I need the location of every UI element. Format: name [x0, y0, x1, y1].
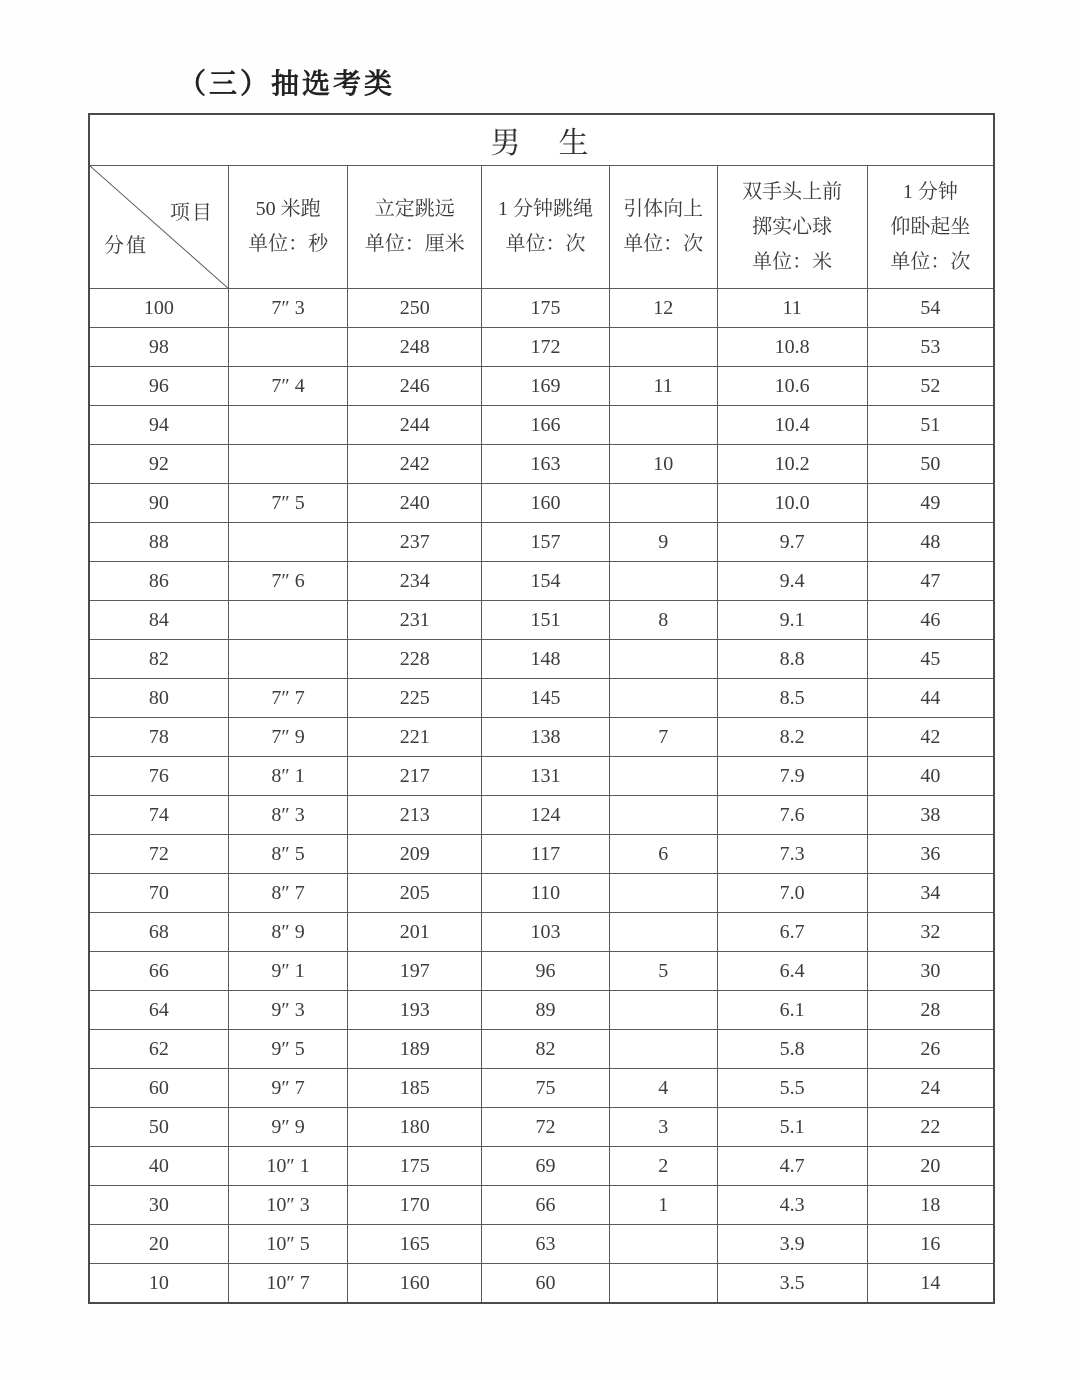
value-cell: 8 [609, 601, 717, 640]
value-cell: 124 [482, 796, 610, 835]
score-cell: 78 [89, 718, 228, 757]
value-cell: 10.4 [717, 406, 867, 445]
value-cell: 63 [482, 1225, 610, 1264]
table-row [89, 484, 994, 523]
value-cell: 169 [482, 367, 610, 406]
value-cell: 170 [348, 1186, 482, 1225]
value-cell: 189 [348, 1030, 482, 1069]
value-cell: 10 [609, 445, 717, 484]
table-row [89, 952, 994, 991]
value-cell: 201 [348, 913, 482, 952]
value-cell: 185 [348, 1069, 482, 1108]
value-cell [228, 523, 347, 562]
value-cell: 225 [348, 679, 482, 718]
value-cell: 193 [348, 991, 482, 1030]
value-cell: 8.8 [717, 640, 867, 679]
value-cell: 7.0 [717, 874, 867, 913]
value-cell: 8.5 [717, 679, 867, 718]
value-cell: 42 [867, 718, 994, 757]
table-row [89, 1147, 994, 1186]
value-cell: 8″ 3 [228, 796, 347, 835]
score-cell: 82 [89, 640, 228, 679]
table-row [89, 835, 994, 874]
score-cell: 50 [89, 1108, 228, 1147]
score-cell: 40 [89, 1147, 228, 1186]
table-row [89, 640, 994, 679]
value-cell [228, 640, 347, 679]
score-cell: 74 [89, 796, 228, 835]
table-row [89, 874, 994, 913]
value-cell: 8″ 5 [228, 835, 347, 874]
value-cell [609, 757, 717, 796]
value-cell: 52 [867, 367, 994, 406]
column-header-1min-sit-ups [867, 166, 994, 289]
table-row [89, 796, 994, 835]
value-cell: 9″ 9 [228, 1108, 347, 1147]
value-cell [609, 1264, 717, 1304]
value-cell: 7″ 6 [228, 562, 347, 601]
table-row [89, 757, 994, 796]
score-cell: 86 [89, 562, 228, 601]
value-cell: 10″ 5 [228, 1225, 347, 1264]
table-body [89, 289, 994, 1304]
value-cell: 36 [867, 835, 994, 874]
column-header-line: 立定跳远 [374, 198, 455, 220]
value-cell: 11 [717, 289, 867, 328]
value-cell: 89 [482, 991, 610, 1030]
score-cell: 84 [89, 601, 228, 640]
column-header-line: 双手头上前 [742, 180, 843, 203]
value-cell: 7.6 [717, 796, 867, 835]
value-cell: 180 [348, 1108, 482, 1147]
value-cell: 175 [482, 289, 610, 328]
table-title: 男 生 [89, 114, 994, 166]
value-cell [609, 1225, 717, 1264]
value-cell: 5 [609, 952, 717, 991]
value-cell: 9″ 5 [228, 1030, 347, 1069]
table-row [89, 679, 994, 718]
value-cell [609, 406, 717, 445]
table-row [89, 601, 994, 640]
value-cell: 7″ 4 [228, 367, 347, 406]
value-cell: 1 [609, 1186, 717, 1225]
score-cell: 88 [89, 523, 228, 562]
value-cell: 145 [482, 679, 610, 718]
value-cell: 7″ 5 [228, 484, 347, 523]
value-cell: 110 [482, 874, 610, 913]
value-cell: 30 [867, 952, 994, 991]
table-row [89, 1030, 994, 1069]
table-row [89, 367, 994, 406]
value-cell: 10.6 [717, 367, 867, 406]
value-cell: 248 [348, 328, 482, 367]
value-cell: 14 [867, 1264, 994, 1304]
score-cell: 30 [89, 1186, 228, 1225]
table-row [89, 913, 994, 952]
value-cell: 234 [348, 562, 482, 601]
value-cell: 7″ 3 [228, 289, 347, 328]
value-cell: 8″ 7 [228, 874, 347, 913]
value-cell: 9.4 [717, 562, 867, 601]
value-cell: 10″ 1 [228, 1147, 347, 1186]
value-cell: 209 [348, 835, 482, 874]
value-cell: 7″ 9 [228, 718, 347, 757]
value-cell: 11 [609, 367, 717, 406]
value-cell: 7 [609, 718, 717, 757]
value-cell: 3.9 [717, 1225, 867, 1264]
value-cell: 165 [348, 1225, 482, 1264]
column-header-medicine-ball-throw [717, 166, 867, 289]
score-cell: 98 [89, 328, 228, 367]
score-cell: 72 [89, 835, 228, 874]
value-cell: 7.9 [717, 757, 867, 796]
value-cell [609, 562, 717, 601]
value-cell [609, 991, 717, 1030]
value-cell: 138 [482, 718, 610, 757]
value-cell [228, 445, 347, 484]
value-cell: 49 [867, 484, 994, 523]
column-header-line: 1 分钟跳绳 [498, 198, 594, 220]
value-cell: 54 [867, 289, 994, 328]
value-cell: 5.1 [717, 1108, 867, 1147]
value-cell: 26 [867, 1030, 994, 1069]
value-cell: 205 [348, 874, 482, 913]
table-title-row [89, 114, 994, 166]
table-row [89, 328, 994, 367]
value-cell: 131 [482, 757, 610, 796]
score-cell: 94 [89, 406, 228, 445]
value-cell: 221 [348, 718, 482, 757]
value-cell: 75 [482, 1069, 610, 1108]
diagonal-line [90, 166, 228, 288]
value-cell: 228 [348, 640, 482, 679]
value-cell [609, 913, 717, 952]
corner-header-cell [89, 166, 228, 289]
score-cell: 10 [89, 1264, 228, 1304]
value-cell: 5.5 [717, 1069, 867, 1108]
value-cell: 8″ 9 [228, 913, 347, 952]
column-header-line: 1 分钟 [902, 180, 958, 203]
value-cell: 197 [348, 952, 482, 991]
column-header-line: 仰卧起坐 [890, 215, 971, 238]
section-title: （三）抽选考类 [178, 69, 396, 100]
score-cell: 60 [89, 1069, 228, 1108]
value-cell: 40 [867, 757, 994, 796]
table-row [89, 991, 994, 1030]
value-cell: 7″ 7 [228, 679, 347, 718]
value-cell: 9.1 [717, 601, 867, 640]
value-cell [228, 406, 347, 445]
value-cell: 53 [867, 328, 994, 367]
value-cell: 166 [482, 406, 610, 445]
value-cell: 148 [482, 640, 610, 679]
value-cell: 6 [609, 835, 717, 874]
value-cell: 6.4 [717, 952, 867, 991]
column-header-line: 单位：次 [505, 233, 586, 255]
value-cell: 231 [348, 601, 482, 640]
value-cell: 6.1 [717, 991, 867, 1030]
column-header-pull-ups [609, 166, 717, 289]
value-cell [228, 601, 347, 640]
value-cell: 24 [867, 1069, 994, 1108]
value-cell: 69 [482, 1147, 610, 1186]
table-row [89, 1225, 994, 1264]
value-cell [609, 1030, 717, 1069]
value-cell: 34 [867, 874, 994, 913]
value-cell: 96 [482, 952, 610, 991]
value-cell: 4 [609, 1069, 717, 1108]
table-row [89, 406, 994, 445]
value-cell [609, 484, 717, 523]
value-cell: 9.7 [717, 523, 867, 562]
value-cell: 2 [609, 1147, 717, 1186]
value-cell: 45 [867, 640, 994, 679]
value-cell: 18 [867, 1186, 994, 1225]
column-header-line: 50 米跑 [255, 198, 321, 220]
value-cell [609, 679, 717, 718]
table-row [89, 1186, 994, 1225]
value-cell: 160 [348, 1264, 482, 1304]
column-header-line: 单位：次 [623, 233, 704, 255]
value-cell: 240 [348, 484, 482, 523]
value-cell: 50 [867, 445, 994, 484]
column-header-line: 单位：秒 [248, 233, 329, 255]
table-row [89, 445, 994, 484]
value-cell [609, 796, 717, 835]
value-cell: 172 [482, 328, 610, 367]
score-cell: 70 [89, 874, 228, 913]
value-cell: 12 [609, 289, 717, 328]
column-header-1min-rope-skipping [482, 166, 610, 289]
value-cell: 163 [482, 445, 610, 484]
value-cell: 175 [348, 1147, 482, 1186]
score-cell: 100 [89, 289, 228, 328]
column-header-line: 掷实心球 [752, 215, 833, 238]
value-cell: 237 [348, 523, 482, 562]
score-cell: 20 [89, 1225, 228, 1264]
value-cell: 9″ 1 [228, 952, 347, 991]
value-cell: 60 [482, 1264, 610, 1304]
value-cell [228, 328, 347, 367]
value-cell: 44 [867, 679, 994, 718]
value-cell: 4.3 [717, 1186, 867, 1225]
score-cell: 76 [89, 757, 228, 796]
value-cell: 48 [867, 523, 994, 562]
value-cell: 9″ 7 [228, 1069, 347, 1108]
value-cell: 28 [867, 991, 994, 1030]
value-cell: 250 [348, 289, 482, 328]
column-header-line: 引体向上 [623, 198, 704, 220]
value-cell: 103 [482, 913, 610, 952]
table-row [89, 1264, 994, 1304]
value-cell: 242 [348, 445, 482, 484]
value-cell: 32 [867, 913, 994, 952]
value-cell: 117 [482, 835, 610, 874]
value-cell: 82 [482, 1030, 610, 1069]
value-cell: 72 [482, 1108, 610, 1147]
value-cell: 154 [482, 562, 610, 601]
table-row [89, 1069, 994, 1108]
value-cell: 8.2 [717, 718, 867, 757]
value-cell: 5.8 [717, 1030, 867, 1069]
score-cell: 66 [89, 952, 228, 991]
score-cell: 80 [89, 679, 228, 718]
value-cell [609, 640, 717, 679]
value-cell: 8″ 1 [228, 757, 347, 796]
column-header-line: 单位：次 [890, 250, 971, 273]
score-cell: 90 [89, 484, 228, 523]
score-cell: 68 [89, 913, 228, 952]
value-cell: 46 [867, 601, 994, 640]
value-cell: 51 [867, 406, 994, 445]
value-cell: 217 [348, 757, 482, 796]
score-cell: 62 [89, 1030, 228, 1069]
column-header-line: 单位：米 [752, 250, 833, 273]
value-cell: 47 [867, 562, 994, 601]
column-header-line: 单位：厘米 [364, 233, 465, 255]
value-cell: 157 [482, 523, 610, 562]
value-cell: 4.7 [717, 1147, 867, 1186]
value-cell: 16 [867, 1225, 994, 1264]
table-row [89, 718, 994, 757]
value-cell: 160 [482, 484, 610, 523]
value-cell: 38 [867, 796, 994, 835]
value-cell: 9 [609, 523, 717, 562]
value-cell: 10.2 [717, 445, 867, 484]
value-cell: 6.7 [717, 913, 867, 952]
value-cell: 66 [482, 1186, 610, 1225]
corner-label-score: 分值 [104, 235, 148, 257]
value-cell: 10″ 3 [228, 1186, 347, 1225]
value-cell [609, 874, 717, 913]
table-row [89, 562, 994, 601]
value-cell: 20 [867, 1147, 994, 1186]
value-cell: 22 [867, 1108, 994, 1147]
corner-label-item: 项目 [169, 202, 214, 224]
table-row [89, 523, 994, 562]
value-cell: 3.5 [717, 1264, 867, 1304]
value-cell: 151 [482, 601, 610, 640]
column-header-50m-run [228, 166, 347, 289]
value-cell: 244 [348, 406, 482, 445]
score-cell: 92 [89, 445, 228, 484]
value-cell: 10″ 7 [228, 1264, 347, 1304]
value-cell: 10.0 [717, 484, 867, 523]
column-header-standing-long-jump [348, 166, 482, 289]
value-cell: 213 [348, 796, 482, 835]
value-cell: 246 [348, 367, 482, 406]
value-cell: 9″ 3 [228, 991, 347, 1030]
table-row [89, 289, 994, 328]
value-cell: 3 [609, 1108, 717, 1147]
value-cell: 10.8 [717, 328, 867, 367]
value-cell: 7.3 [717, 835, 867, 874]
score-cell: 64 [89, 991, 228, 1030]
table-row [89, 1108, 994, 1147]
table-header-row [89, 166, 994, 289]
boys-score-table [88, 113, 995, 1304]
score-cell: 96 [89, 367, 228, 406]
value-cell [609, 328, 717, 367]
